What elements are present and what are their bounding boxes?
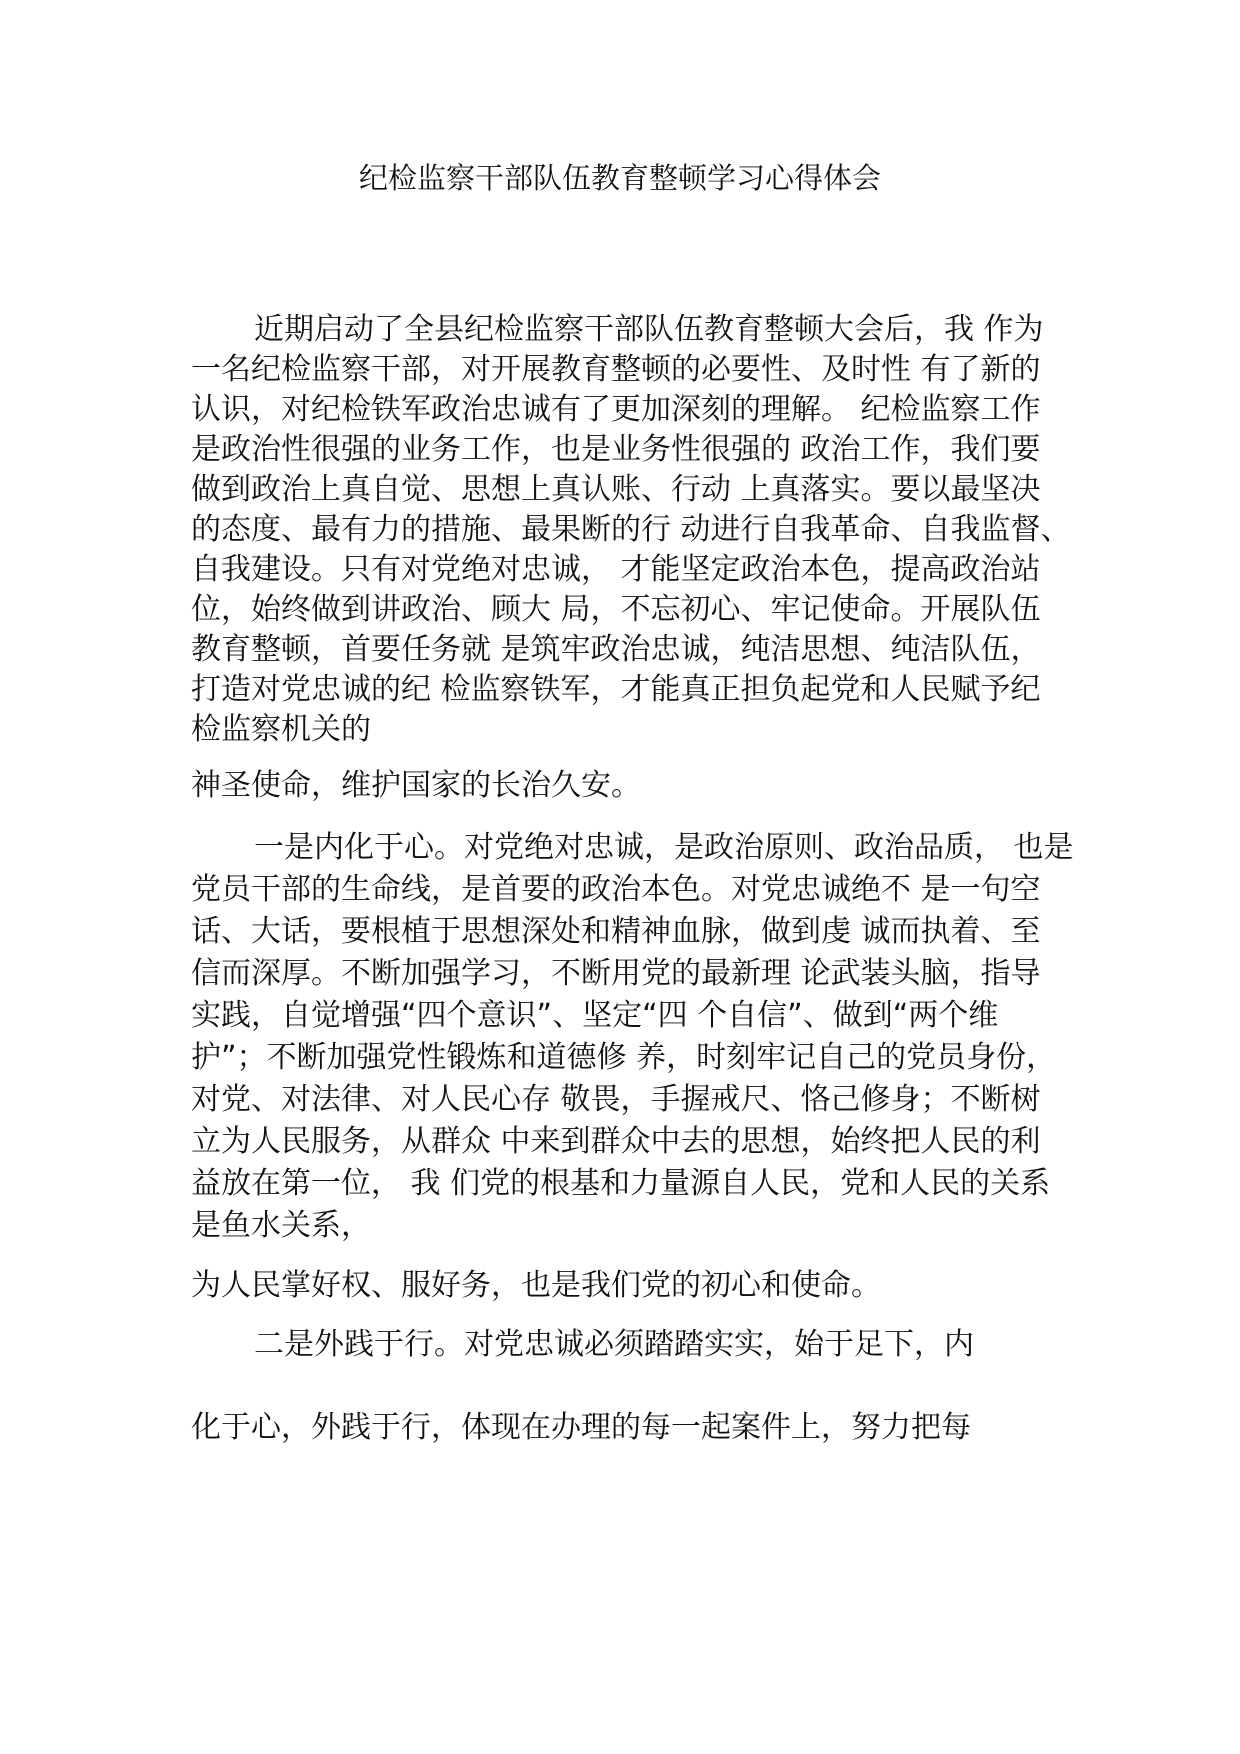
text-line: 对党、对法律、对人民心存 敬畏，手握戒尺、恪己修身；不断树: [191, 1082, 1041, 1117]
text-line: 打造对党忠诚的纪 检监察铁军，才能真正担负起党和人民赋予纪: [191, 672, 1041, 707]
text-line: 益放在第一位， 我 们党的根基和力量源自人民，党和人民的关系: [191, 1166, 1051, 1201]
text-line: 自我建设。只有对党绝对忠诚， 才能坚定政治本色，提高政治站: [191, 552, 1041, 587]
text-line: 近期启动了全县纪检监察干部队伍教育整顿大会后，我 作为: [254, 312, 1044, 347]
text-line: 实践，自觉增强“四个意识”、坚定“四 个自信”、做到“两个维: [191, 998, 999, 1033]
text-line: 化于心，外践于行，体现在办理的每一起案件上，努力把每: [191, 1410, 971, 1445]
text-line: 一名纪检监察干部，对开展教育整顿的必要性、及时性 有了新的: [191, 352, 1041, 387]
text-line: 立为人民服务，从群众 中来到群众中去的思想，始终把人民的利: [191, 1124, 1041, 1159]
text-line: 神圣使命，维护国家的长治久安。: [191, 768, 641, 803]
document-title: 纪检监察干部队伍教育整顿学习心得体会: [358, 161, 881, 195]
text-line: 是鱼水关系，: [191, 1208, 371, 1243]
text-line: 二是外践于行。对党忠诚必须踏踏实实，始于足下，内: [254, 1327, 974, 1362]
text-line: 的态度、最有力的措施、最果断的行 动进行自我革命、自我监督、: [191, 512, 1071, 547]
text-line: 做到政治上真自觉、思想上真认账、行动 上真落实。要以最坚决: [191, 472, 1041, 507]
text-line: 教育整顿，首要任务就 是筑牢政治忠诚，纯洁思想、纯洁队伍，: [191, 632, 1041, 667]
text-line: 检监察机关的: [191, 712, 371, 747]
text-line: 一是内化于心。对党绝对忠诚，是政治原则、政治品质， 也是: [254, 830, 1074, 865]
text-line: 话、大话，要根植于思想深处和精神血脉，做到虔 诚而执着、至: [191, 914, 1041, 949]
text-line: 信而深厚。不断加强学习，不断用党的最新理 论武装头脑，指导: [191, 956, 1041, 991]
text-line: 位，始终做到讲政治、顾大 局，不忘初心、牢记使命。开展队伍: [191, 592, 1041, 627]
text-line: 是政治性很强的业务工作，也是业务性很强的 政治工作，我们要: [191, 432, 1041, 467]
text-line: 认识，对纪检铁军政治忠诚有了更加深刻的理解。 纪检监察工作: [191, 392, 1041, 427]
text-line: 为人民掌好权、服好务，也是我们党的初心和使命。: [191, 1268, 881, 1303]
text-line: 护”；不断加强党性锻炼和道德修 养，时刻牢记自己的党员身份，: [191, 1040, 1057, 1075]
text-line: 党员干部的生命线，是首要的政治本色。对党忠诚绝不 是一句空: [191, 872, 1041, 907]
